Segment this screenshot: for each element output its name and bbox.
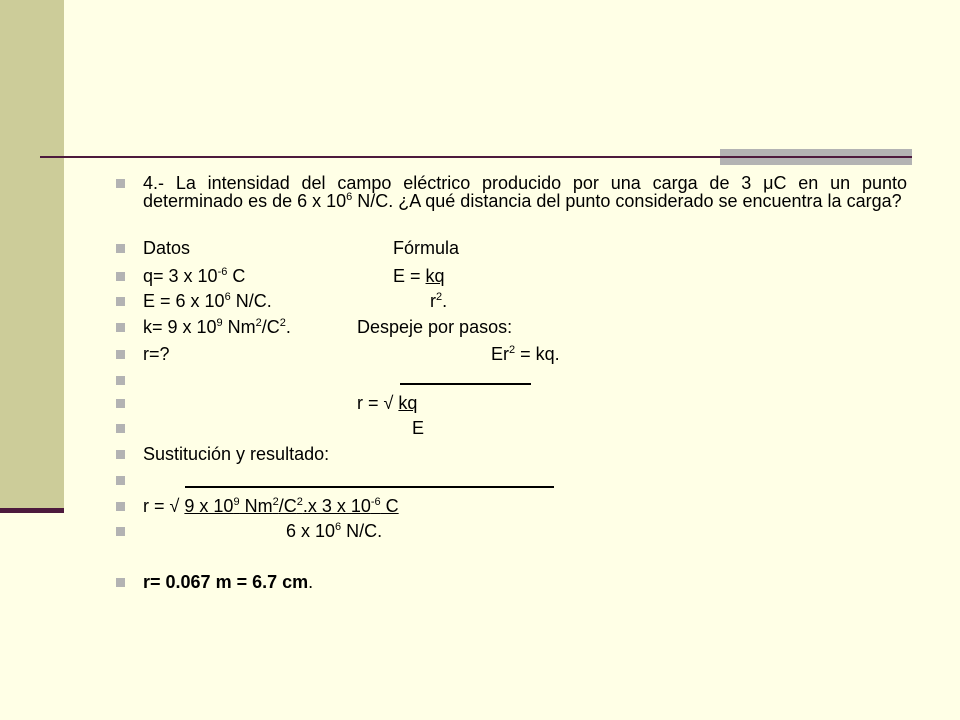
datos-label: Datos [143, 238, 191, 258]
bullet-icon [116, 476, 125, 485]
despeje-label: Despeje por pasos: [357, 317, 513, 337]
bullet-icon [116, 323, 125, 332]
bullet-icon [116, 578, 125, 587]
radical-overline [185, 486, 554, 488]
sustitucion-label: Sustitución y resultado: [143, 444, 330, 464]
bullet-icon [116, 376, 125, 385]
despeje-step-2: r = √ kq [357, 393, 418, 413]
bullet-icon [116, 399, 125, 408]
bullet-icon [116, 450, 125, 459]
formula-label: Fórmula [393, 238, 460, 258]
despeje-step-1: $Er^2$ = kq. [491, 344, 560, 364]
charge-data: q= 3 x $10^{-6}$ C [143, 266, 246, 286]
unknown-distance: r=? [143, 344, 170, 364]
bullet-icon [116, 502, 125, 511]
final-result: r= 0.067 m = 6.7 cm. [143, 572, 314, 592]
bullet-icon [116, 297, 125, 306]
bullet-icon [116, 272, 125, 281]
problem-statement: 4.- La intensidad del campo eléctrico producido por una carga de 3 μC en un punto determinado es de 6 x $10^6$ N/C. ¿A qué distancia del punto considerado se encuentra la carga? [143, 173, 907, 211]
bullet-icon [116, 350, 125, 359]
formula-denominator: $r^2$. [430, 291, 448, 311]
radical-overline [400, 383, 531, 385]
bullet-icon [116, 527, 125, 536]
substitution-numerator: r = √ 9 x $10^9$ $Nm^2/C^2.x$ 3 x $10^{-6}$ C [143, 496, 399, 516]
bullet-icon [116, 424, 125, 433]
formula-numerator: E = kq [393, 266, 445, 286]
field-data: E = 6 x $10^6$ N/C. [143, 291, 272, 311]
constant-data: k= 9 x $10^9$ $Nm^2/C^2$. [143, 317, 291, 337]
bullet-icon [116, 244, 125, 253]
bullet-icon [116, 179, 125, 188]
substitution-denominator: 6 x $10^6$ N/C. [286, 521, 383, 541]
despeje-step-2-denominator: E [412, 418, 425, 438]
